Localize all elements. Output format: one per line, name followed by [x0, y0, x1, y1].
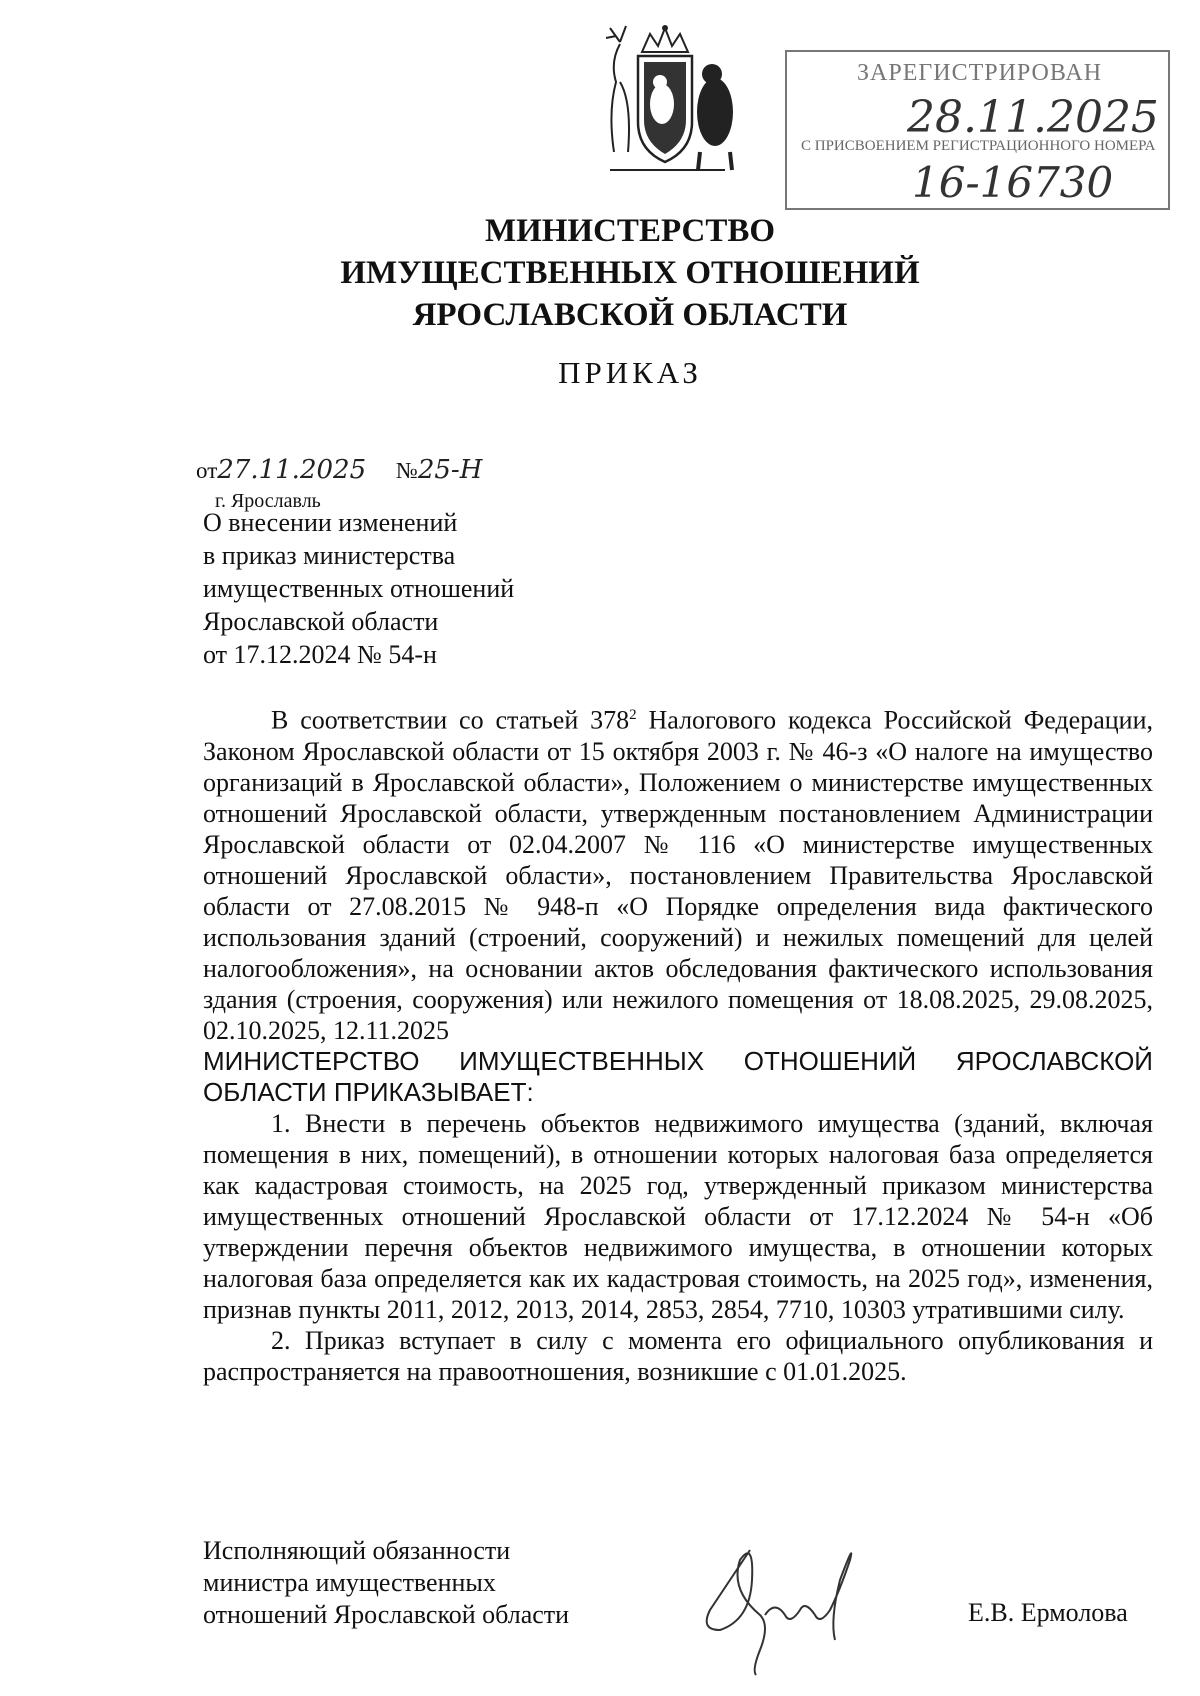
preamble-paragraph	[203, 700, 1153, 1046]
item-1-paragraph: 1. Внести в перечень объектов недвижимого имущества (зданий, включая помещения в них, помещений), в отношении которых налоговая база определяется как кадастровая стоимость, на 2025 год, утвержденный приказом министерства имущественных отношений Ярославской области от 17.12.2024 № 54-н «Об утверждении перечня объектов недвижимого имущества, в отношении которых налоговая база определяется как их кадастровая стоимость, на 2025 год», изменения, признав пункты 2011, 2012, 2013, 2014, 2853, 2854, 7710, 10303 утратившими силу.	[203, 1108, 1153, 1324]
ministry-header	[200, 210, 1060, 336]
subject-block	[203, 506, 514, 671]
preamble-superscript: 2	[629, 707, 637, 723]
signatory-title	[203, 1535, 569, 1631]
subject-line-5: от 17.12.2024 № 54-н	[203, 640, 437, 669]
preamble-rest: Налогового кодекса Российской Федерации, Законом Ярославской области от 15 октября 2003 г. № 46-з «О налоге на имущество организаций в Ярославской области», Положением о министерстве имущественных отношений Ярославской области, утвержденным постановлением Администрации Ярославской области от 02.04.2007 № 116 «О министерстве имущественных отношений Ярославской области», постановлением Правительства Ярославской области от 27.08.2015 № 948-п «О Порядке определения вида фактического использования зданий (строений, сооружений) и нежилых помещений для целей налогообложения», на основании актов обследования фактического использования здания (строения, сооружения) или нежилого помещения от 18.08.2025, 29.08.2025, 02.10.2025, 12.11.2025	[203, 705, 1153, 1045]
subject-line-4: Ярославской области	[203, 607, 439, 636]
ministry-line-1: МИНИСТЕРСТВО	[484, 213, 776, 249]
stamp-date: 28.11.2025	[907, 92, 1159, 143]
order-date-line	[196, 455, 482, 485]
subject-line-2: в приказ министерства	[203, 541, 456, 570]
item-2-paragraph: 2. Приказ вступает в силу с момента его официального опубликования и распространяется на правоотношения, возникшие с 01.01.2025.	[203, 1325, 1153, 1386]
preamble-start: В соответствии со статьей 378	[271, 705, 630, 735]
ministry-line-2: ИМУЩЕСТВЕННЫХ ОТНОШЕНИЙ	[340, 255, 920, 291]
stamp-title: ЗАРЕГИСТРИРОВАН	[857, 60, 1103, 86]
number-prefix: №	[395, 458, 418, 483]
stamp-subtitle: С ПРИСВОЕНИЕМ РЕГИСТРАЦИОННОГО НОМЕРА	[801, 138, 1156, 154]
subject-line-1: О внесении изменений	[203, 508, 458, 537]
document-body	[203, 700, 1153, 1387]
document-type: ПРИКАЗ	[558, 355, 702, 390]
signatory-name: Е.В. Ермолова	[968, 1598, 1128, 1627]
signatory-line-1: Исполняющий обязанности	[203, 1536, 511, 1565]
ministry-line-3: ЯРОСЛАВСКОЙ ОБЛАСТИ	[412, 297, 848, 333]
coat-of-arms-icon	[580, 22, 750, 182]
city: г. Ярославль	[215, 490, 321, 512]
handwritten-signature-icon	[690, 1520, 890, 1680]
stamp-number: 16-16730	[912, 158, 1114, 207]
signatory-line-3: отношений Ярославской области	[203, 1600, 570, 1629]
order-date: 27.11.2025	[217, 455, 367, 485]
date-prefix: от	[196, 458, 218, 483]
directive-paragraph: МИНИСТЕРСТВО ИМУЩЕСТВЕННЫХ ОТНОШЕНИЙ ЯРОСЛАВСКОЙ ОБЛАСТИ ПРИКАЗЫВАЕТ:	[203, 1045, 1153, 1107]
signatory-line-2: министра имущественных	[203, 1568, 496, 1597]
registration-stamp	[785, 50, 1170, 210]
order-number: 25-Н	[417, 455, 483, 485]
subject-line-3: имущественных отношений	[203, 574, 515, 603]
